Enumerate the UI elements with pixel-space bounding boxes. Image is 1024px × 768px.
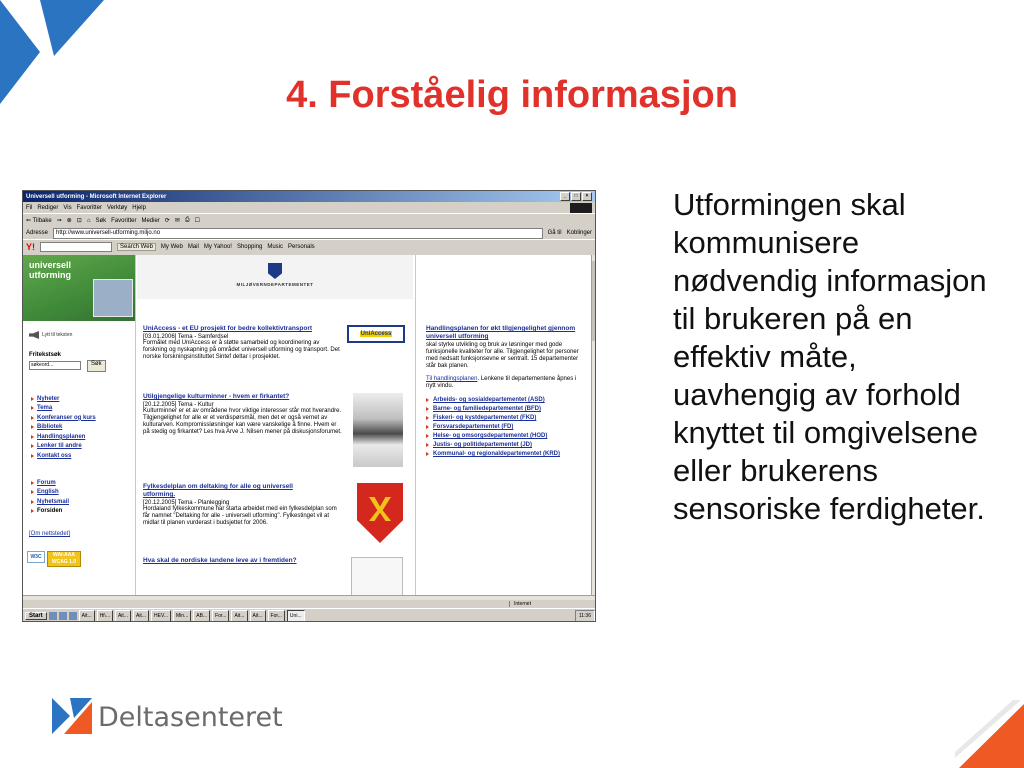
taskbar-item[interactable]: Ait... bbox=[115, 610, 131, 622]
wai-aaa-badge[interactable]: WAI-AAA WCAG 1.0 bbox=[47, 551, 81, 567]
taskbar-item[interactable]: For... bbox=[268, 610, 285, 622]
banner-illustration bbox=[93, 279, 133, 317]
article-title[interactable]: Fylkesdelplan om deltaking for alle og universell utforming. bbox=[143, 483, 293, 498]
window-titlebar bbox=[23, 191, 595, 202]
w3c-badge[interactable]: W3C bbox=[27, 551, 45, 563]
site-search-input[interactable]: søkeord... bbox=[29, 361, 81, 370]
browser-toolbar bbox=[23, 213, 595, 227]
action-plan-link[interactable]: Til handlingsplanen bbox=[426, 376, 478, 382]
minimize-button[interactable]: _ bbox=[560, 192, 570, 201]
hordaland-coat-of-arms-icon bbox=[357, 483, 403, 543]
back-button[interactable]: ⇐ Tilbake bbox=[26, 218, 52, 224]
taskbar-item[interactable]: AB... bbox=[193, 610, 210, 622]
action-plan-title[interactable]: Handlingsplanen for økt tilgjengelighet gjennom universell utforming bbox=[426, 325, 576, 340]
right-sidebar bbox=[415, 255, 591, 595]
winter-statue-photo bbox=[353, 393, 403, 467]
yahoo-logo[interactable]: Y! bbox=[26, 241, 35, 252]
yahoo-toolbar bbox=[23, 239, 595, 253]
web-page bbox=[23, 255, 591, 595]
status-bar bbox=[23, 600, 596, 608]
favorites-button[interactable]: Favoritter bbox=[111, 217, 137, 224]
site-search-label: Fritekstsøk bbox=[29, 352, 62, 358]
nav-item-english[interactable]: English bbox=[31, 488, 69, 498]
yahoo-personals-button[interactable]: Personals bbox=[288, 243, 315, 250]
yahoo-shopping-button[interactable]: Shopping bbox=[236, 243, 263, 250]
ministry-header bbox=[137, 255, 413, 299]
primary-navigation bbox=[31, 394, 96, 461]
about-site-link[interactable]: [Om nettstedet] bbox=[29, 531, 71, 537]
nav-item-konferanser[interactable]: Konferanser og kurs bbox=[31, 413, 96, 423]
nav-item-lenker[interactable]: Lenker til andre bbox=[31, 442, 96, 452]
department-link[interactable] bbox=[426, 423, 585, 431]
taskbar-item[interactable]: Ait... bbox=[133, 610, 149, 622]
yahoo-search-input[interactable] bbox=[40, 242, 112, 252]
edit-icon[interactable]: ☐ bbox=[194, 218, 201, 224]
address-input[interactable] bbox=[53, 228, 543, 239]
news-article bbox=[143, 325, 407, 361]
uniaccess-logo-text: UniAccess bbox=[360, 331, 392, 337]
menu-help[interactable]: Hjelp bbox=[132, 204, 146, 211]
department-link[interactable] bbox=[426, 405, 585, 413]
browser-screenshot bbox=[22, 190, 596, 622]
home-icon[interactable]: ⌂ bbox=[86, 217, 91, 224]
corner-triangle-icon bbox=[955, 700, 1024, 768]
taskbar-item-active[interactable]: Uni... bbox=[287, 610, 305, 622]
news-article bbox=[143, 483, 407, 527]
department-list bbox=[426, 396, 585, 458]
department-link[interactable] bbox=[426, 450, 585, 458]
department-link[interactable] bbox=[426, 432, 585, 440]
brand-name: Deltasenteret bbox=[98, 702, 283, 733]
close-button[interactable]: × bbox=[582, 192, 592, 201]
action-plan-link-text: . Lenkene til departementene åpnes i nytt vindu. bbox=[426, 376, 577, 389]
taskbar-item[interactable]: Hi\... bbox=[97, 610, 113, 622]
windows-flag-icon bbox=[570, 203, 592, 213]
article-meta: [03.01.2006] Tema - Samferdsel bbox=[143, 334, 229, 340]
department-link-label: Fiskeri- og kystdepartementet (FKD) bbox=[433, 415, 537, 421]
site-banner[interactable] bbox=[23, 255, 135, 321]
nav-item-nyhetsmail[interactable]: Nyhetsmail bbox=[31, 497, 69, 507]
taskbar-item[interactable]: HEV... bbox=[151, 610, 171, 622]
search-button[interactable]: Søk bbox=[95, 217, 107, 224]
article-meta: [20.12.2005] Tema - Kultur bbox=[143, 402, 214, 408]
yahoo-my-yahoo-button[interactable]: My Yahoo! bbox=[203, 243, 232, 250]
department-link[interactable] bbox=[426, 441, 585, 449]
news-article bbox=[143, 393, 407, 436]
site-search-button[interactable]: Søk bbox=[87, 360, 106, 372]
taskbar-item[interactable]: Ait... bbox=[250, 610, 266, 622]
links-button[interactable]: Koblinger bbox=[566, 230, 592, 236]
action-plan-text: skal styrke utvikling og bruk av løsninger med gode funksjonelle kvaliteter for alle. Tilgjengelighet for personer med nedsatt funksjonsevne er sentralt. 15 departementer står bak planen. bbox=[426, 342, 579, 369]
address-bar bbox=[23, 227, 595, 239]
taskbar-item[interactable]: Min... bbox=[173, 610, 191, 622]
article-text: Kulturminner er et av områdene hvor viktige interesser står mot hverandre. Tilgjengelighet for alle er et verdispørsmål, men det er også vernet av kulturarven. Kompromissløsninger kan være vanskelige å finne. Hvem er på stedig og firkantet? Les hva Arve J. Nilsen mener på diskusjonsforumet. bbox=[143, 408, 342, 435]
article-text: Hordaland fylkeskommune har starta arbeidet med ein fylkesdelplan som får namnet "Deltaking for alle - universell utforming". Fylkestinget vil at midlar til planen vurderast i budsjettet for 2006. bbox=[143, 506, 337, 526]
menu-favorites[interactable]: Favoritter bbox=[76, 204, 102, 211]
nav-item-kontakt[interactable]: Kontakt oss bbox=[31, 451, 96, 461]
quicklaunch-browser-icon[interactable] bbox=[59, 612, 67, 620]
windows-taskbar bbox=[23, 608, 596, 622]
start-button[interactable]: Start bbox=[25, 612, 47, 620]
main-content bbox=[137, 255, 413, 595]
accessibility-badges bbox=[27, 551, 81, 567]
nav-item-forum[interactable]: Forum bbox=[31, 478, 69, 488]
clock: 11:36 bbox=[578, 613, 591, 619]
listen-label: Lytt til teksten bbox=[42, 332, 73, 338]
department-link-label: Kommunal- og regionaldepartementet (KRD) bbox=[433, 451, 561, 457]
status-zone: Internet bbox=[509, 601, 594, 607]
nav-item-tema[interactable]: Tema bbox=[31, 404, 96, 414]
listen-text-button[interactable] bbox=[29, 331, 72, 339]
nav-item-forsiden: Forsiden bbox=[31, 507, 69, 517]
taskbar-item[interactable]: For... bbox=[212, 610, 229, 622]
forward-button[interactable]: ⇒ bbox=[56, 218, 62, 224]
menu-file[interactable]: Fil bbox=[26, 204, 33, 211]
department-link[interactable] bbox=[426, 414, 585, 422]
quicklaunch-desktop-icon[interactable] bbox=[49, 612, 57, 620]
article-text: Formålet med UniAccess er å støtte samarbeid og koordinering av forskning og nyskapning på området universell utforming og transport. Det norske forskningsinstituttet Sintef deltar i prosjektet. bbox=[143, 340, 340, 360]
mail-icon[interactable]: ✉ bbox=[174, 218, 180, 224]
slide-body-text: Utformingen skal kommunisere nødvendig informasjon til brukeren på en effektiv måte, uavhengig av forhold knyttet til omgivelsene eller brukerens sensoriske ferdigheter. bbox=[673, 187, 987, 526]
address-label: Adresse bbox=[26, 230, 49, 236]
history-icon[interactable]: ⟳ bbox=[164, 218, 170, 224]
menu-edit[interactable]: Rediger bbox=[37, 204, 59, 211]
window-title: Universell utforming - Microsoft Internet Explorer bbox=[26, 193, 167, 200]
taskbar-item[interactable]: Ait... bbox=[79, 610, 95, 622]
slide-title: 4. Forståelig informasjon bbox=[286, 74, 738, 116]
speaker-icon bbox=[29, 331, 39, 339]
address-value: http://www.universell-utforming.miljo.no bbox=[56, 230, 161, 236]
taskbar-item[interactable]: Ait... bbox=[231, 610, 247, 622]
yahoo-mail-button[interactable]: Mail bbox=[187, 243, 199, 250]
site-banner-text bbox=[29, 260, 71, 280]
menu-bar bbox=[23, 202, 595, 213]
action-plan-link-paragraph bbox=[426, 376, 585, 390]
menu-view[interactable]: Vis bbox=[63, 204, 72, 211]
secondary-navigation bbox=[31, 478, 69, 516]
menu-tools[interactable]: Verktøy bbox=[106, 204, 128, 211]
uniaccess-logo bbox=[347, 325, 405, 343]
nav-item-bibliotek[interactable]: Bibliotek bbox=[31, 423, 96, 433]
nav-item-nyheter[interactable]: Nyheter bbox=[31, 394, 96, 404]
department-link[interactable] bbox=[426, 396, 585, 404]
article-title[interactable]: Hva skal de nordiske landene leve av i fremtiden? bbox=[143, 557, 297, 564]
department-link-label: Arbeids- og sosialdepartementet (ASD) bbox=[433, 397, 545, 403]
site-banner-line: universell utforming bbox=[29, 260, 72, 280]
vertical-scrollbar[interactable] bbox=[591, 255, 596, 595]
go-button[interactable]: Gå til bbox=[547, 230, 562, 236]
ministry-crest-icon bbox=[268, 263, 282, 279]
system-tray bbox=[575, 610, 595, 622]
department-link-label: Forsvarsdepartementet (FD) bbox=[433, 424, 514, 430]
refresh-icon[interactable]: ⊡ bbox=[76, 218, 82, 224]
quicklaunch-mail-icon[interactable] bbox=[69, 612, 77, 620]
media-button[interactable]: Medier bbox=[141, 217, 160, 224]
deltasenteret-small-logo-icon bbox=[52, 698, 92, 734]
yahoo-my-web-button[interactable]: My Web bbox=[160, 243, 183, 250]
maximize-button[interactable]: □ bbox=[571, 192, 581, 201]
crossed-axes-icon bbox=[369, 497, 391, 521]
print-icon[interactable]: ⎙ bbox=[184, 217, 190, 223]
stop-icon[interactable]: ⊗ bbox=[66, 218, 72, 224]
department-link-label: Barne- og familiedepartementet (BFD) bbox=[433, 406, 542, 412]
article-title[interactable]: Utilgjengelige kulturminner - hvem er firkantet? bbox=[143, 393, 290, 400]
nav-item-handlingsplanen[interactable]: Handlingsplanen bbox=[31, 432, 96, 442]
article-meta: [20.12.2005] Tema - Planlegging bbox=[143, 500, 230, 506]
department-link-label: Helse- og omsorgsdepartementet (HOD) bbox=[433, 433, 548, 439]
department-link-label: Justis- og politidepartementet (JD) bbox=[433, 442, 533, 448]
left-sidebar bbox=[23, 255, 136, 595]
article-title[interactable]: UniAccess - et EU prosjekt for bedre kollektivtransport bbox=[143, 325, 313, 332]
news-article bbox=[143, 557, 407, 565]
yahoo-search-web-button[interactable]: Search Web bbox=[117, 243, 156, 251]
document-thumbnail bbox=[351, 557, 403, 597]
ministry-name: MILJØVERNDEPARTEMENTET bbox=[236, 282, 314, 287]
yahoo-music-button[interactable]: Music bbox=[267, 243, 283, 250]
scrollbar-thumb[interactable] bbox=[592, 261, 596, 341]
